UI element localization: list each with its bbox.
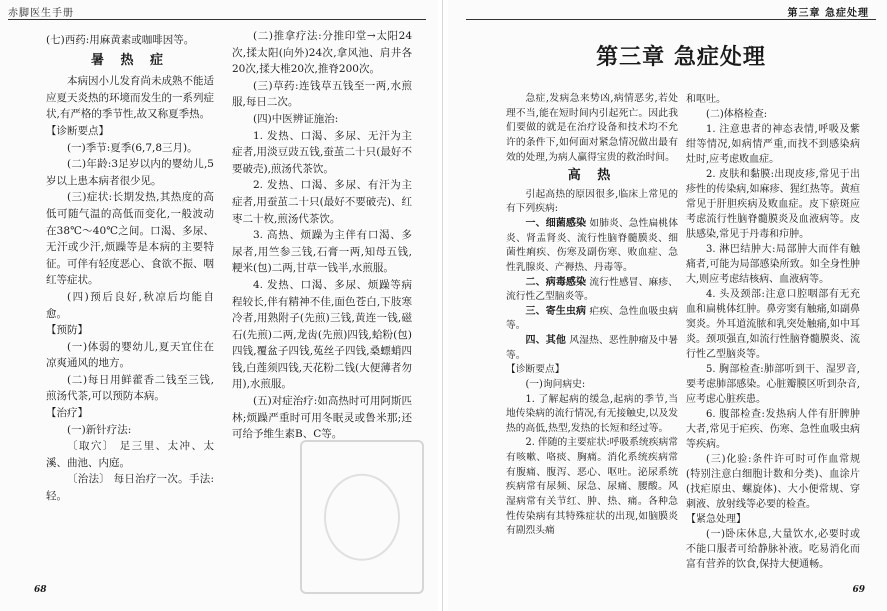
right-column-1 [506,92,678,539]
paragraph: 〔取穴〕 足三里、太冲、太溪、曲池、内庭。 [46,440,214,469]
paragraph [506,276,678,305]
paragraph-lead: 四、其他 [525,335,567,346]
paragraph: 【治疗】 [46,407,88,420]
header-rule-left [8,19,426,20]
paragraph: (三)症状:长期发热,其热度的高低可随气温的高低而变化,一般波动在38℃～40℃之间。口渴、多尿、无汗或少汗,烦躁等是本病的主要特征。可伴有轻度恶心、食欲不振、咽红等症状。 [46,191,214,287]
chapter-title: 第三章 急症处理 [596,45,766,70]
page-number-left: 68 [34,585,47,595]
paragraph-lead: 二、病毒感染 [525,276,587,288]
running-header-right: 第三章 急症处理 [787,8,869,19]
paragraph: 引起高热的原因很多,临床上常见的有下列疾病: [506,188,678,215]
right-column-2 [686,92,860,572]
paragraph: 2. 伴随的主要症状:呼吸系统疾病常有咳嗽、咯痰、胸痛。消化系统疾病常有腹痛、腹泻、恶心、呕吐。泌尿系统疾病常有尿频、尿急、尿痛、腰酸。风湿病常有关节红、肿、热、痛。各种急性传染病有其特殊症状的出现,如脑膜炎有剧烈头痛 [506,437,678,537]
page-number-right: 69 [852,585,865,595]
paragraph-text: 风湿热、恶性肿瘤及中暑等。 [506,335,678,361]
paragraph: 2. 发热、口渴、多尿、有汗为主症者,用蚕茧二十只(最好不要破壳)、红枣二十枚,煎汤代茶饮。 [232,179,412,225]
left-page [0,0,438,611]
paragraph-text: 如肺炎、急性扁桃体炎、肾盂肾炎、流行性脑脊髓膜炎、细菌性痢疾、伤寒及副伤寒、败血症、急性乳腺炎、产褥热、丹毒等。 [506,218,678,273]
paragraph: (一)卧床休息,大量饮水,必要时或不能口服者可给静脉补液。吃易消化而富有营养的饮食,保持大便通畅。 [686,529,860,570]
paragraph: 5. 胸部检查:肺部听到干、湿罗音,要考虑肺部感染。心脏瓣膜区听到杂音,应考虑心脏疾患。 [686,364,860,405]
paragraph: (四)预后良好,秋凉后均能自愈。 [46,290,214,320]
paragraph: 〔治法〕 每日治疗一次。手法:轻。 [46,473,214,503]
paragraph-text: 疟疾、急性血吸虫病等。 [506,305,678,332]
paragraph: (二)体格检查: [706,109,768,120]
paragraph: 【诊断要点】 [46,124,109,137]
paragraph: 6. 腹部检查:发热病人伴有肝脾肿大者,常见于疟疾、伤寒、急性血吸虫病等疾病。 [686,409,860,450]
paragraph: (五)对症治疗:如高热时可用阿斯匹林;烦躁严重时可用冬眠灵或鲁米那;还可给予维生素B、C等。 [232,395,412,441]
left-column-2 [232,28,412,443]
paragraph: 1. 发热、口渴、多尿、无汗为主症者,用淡豆豉五钱,蚕茧二十只(最好不要破壳),煎汤代茶饮。 [232,129,412,175]
paragraph: 【诊断要点】 [506,364,565,376]
paragraph: 急症,发病急来势凶,病情恶劣,若处理不当,能在短时间内引起死亡。因此我们要做的就是在治疗设备和技术均不允许的条件下,如何面对紧急情况做出最有效的处理,为病人赢得宝贵的救治时间。 [506,93,678,163]
book-gutter [438,0,448,611]
paragraph: (一)季节:夏季(6,7,8三月)。 [67,141,198,154]
paragraph-lead: 三、寄生虫病 [525,305,587,317]
header-rule-right [466,19,876,20]
left-column-1 [46,32,214,505]
paragraph: 4. 发热、口渴、多尿、烦躁等病程较长,伴有精神不佳,面色苍白,下肢寒冷者,用熟附子(先煎)三钱,黄连一钱,磁石(先煎)二两,龙齿(先煎)四钱,蛤粉(包)四钱,覆盆子四钱,菟丝子四钱,桑螵蛸四钱,白莲须四钱,天花粉二钱(大便薄者勿用),水煎服。 [232,278,412,391]
paragraph: 和呕吐。 [686,94,726,105]
paragraph-lead: 一、细菌感染 [525,218,587,229]
paragraph: 3. 淋巴结肿大:局部肿大而伴有触痛者,可能为局部感染所致。如全身性肿大,则应考虑结核病、血液病等。 [686,244,860,285]
paragraph: (一)体弱的婴幼儿,夏天宜住在凉爽通风的地方。 [46,340,214,370]
paragraph-text: 流行性感冒、麻疹、流行性乙型脑炎等。 [506,276,678,303]
watermark-stamp-left [300,440,424,594]
running-header-left: 赤脚医生手册 [8,8,74,19]
paragraph: 本病因小儿发育尚未成熟不能适应夏天炎热的环境而发生的一系列症状,有严格的季节性,故又称夏季热。 [46,75,214,121]
paragraph: (二)年龄:3足岁以内的婴幼儿,5岁以上患本病者很少见。 [46,158,214,187]
section-heading: 暑 热 症 [90,52,170,68]
paragraph: (三)草药:连钱草五钱至一两,水煎服,每日二次。 [232,79,412,109]
paragraph: (四)中医辨证施治: [253,112,339,125]
paragraph: (三)化验:条件许可时可作血常规(特别注意白细胞计数和分类)、血涂片(找疟原虫、螺旋体)、大小便常规、穿刺液、放射线等必要的检查。 [686,454,860,510]
paragraph [506,334,678,363]
paragraph: (七)西药:用麻黄素或咖啡因等。 [46,34,195,46]
paragraph: 3. 高热、烦躁为主伴有口渴、多尿者,用竺参三钱,石膏一两,知母五钱,粳米(包)二两,甘草一钱半,水煎服。 [232,229,412,275]
paragraph [506,217,678,276]
paragraph: (二)推拿疗法:分推印堂→太阳24次,揉太阳(向外)24次,拿风池、肩井各20次,揉大椎20次,推脊200次。 [232,30,412,76]
paragraph: (一)询问病史: [525,378,586,390]
paragraph [506,305,678,334]
paragraph: 【预防】 [46,324,88,337]
paragraph: (一)新针疗法: [67,423,132,436]
paragraph: 【紧急处理】 [686,514,746,525]
right-page [448,0,887,611]
paragraph: (二)每日用鲜藿香二钱至三钱,煎汤代茶,可以预防本病。 [46,373,214,403]
paragraph: 2. 皮肤和黏膜:出现皮疹,常见于出疹性的传染病,如麻疹、猩红热等。黄疸常见于肝胆疾病及败血症。皮下瘀斑应考虑流行性脑脊髓膜炎及血液病等。皮肤感染,常见于丹毒和疖肿。 [686,169,860,240]
section-heading: 高 热 [567,168,617,184]
paragraph: 4. 头及颈部:注意口腔咽部有无充血和扁桃体红肿。鼻旁窦有触痛,如副鼻窦炎。外耳道流脓和乳突处触痛,如中耳炎。颈项强直,如流行性脑脊髓膜炎、流行性乙型脑炎等。 [686,289,860,360]
gutter-line [442,0,443,611]
paragraph: 1. 了解起病的缓急,起病的季节,当地传染病的流行情况,有无接触史,以及发热的高低,热型,发热的长短和经过等。 [506,393,678,434]
paragraph: 1. 注意患者的神态表情,呼吸及紫绀等情况,如病情严重,而找不到感染病灶时,应考虑败血症。 [686,124,860,165]
